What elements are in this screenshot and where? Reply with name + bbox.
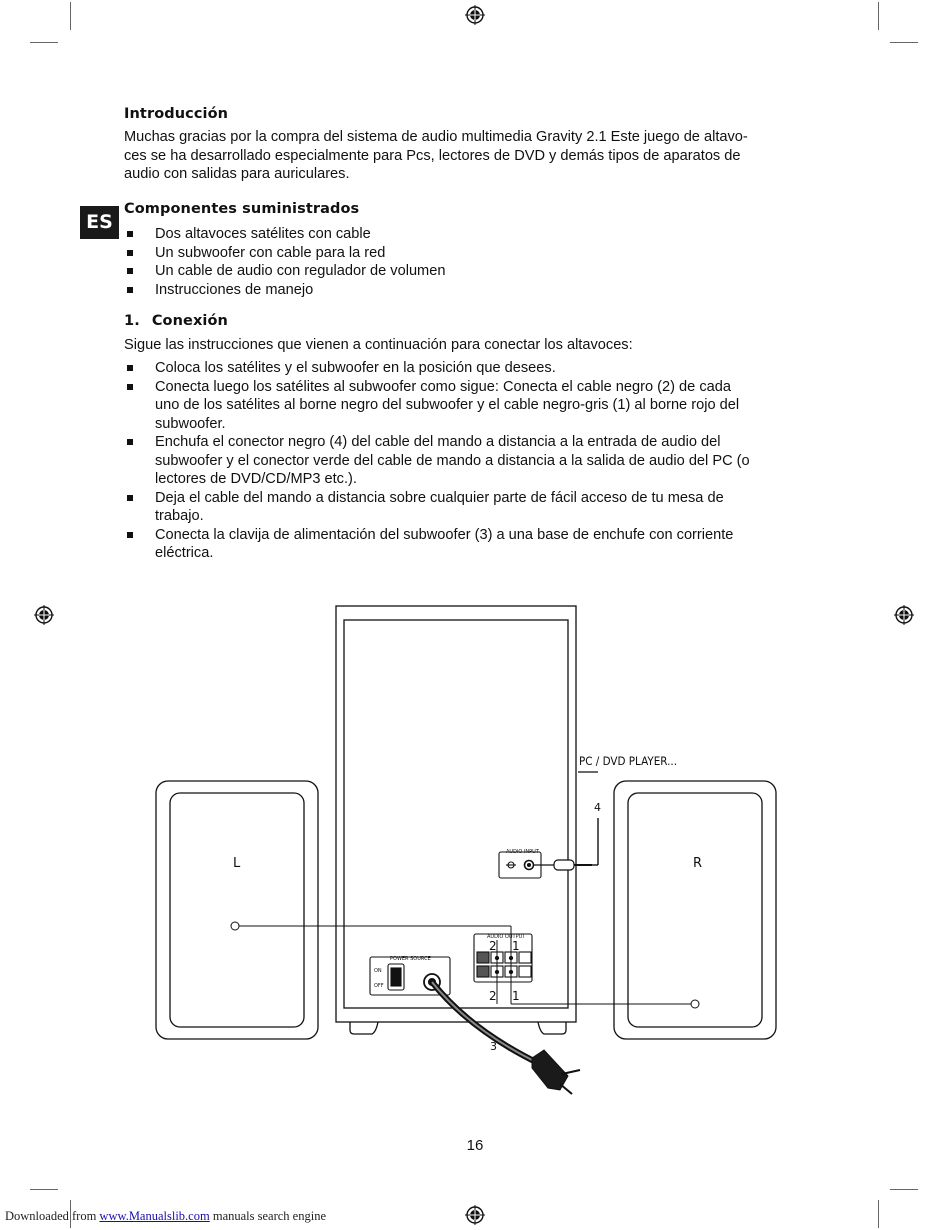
power-source-label: POWER SOURCE [390,956,431,962]
callout-1-bottom: 1 [512,989,520,1003]
callout-2-top: 2 [489,939,497,953]
list-item: Un cable de audio con regulador de volumen [124,262,804,281]
intro-heading: Introducción [124,106,229,122]
footer-suffix: manuals search engine [212,1209,326,1223]
list-item-line: eléctrica. [155,545,214,561]
source-device-label: PC / DVD PLAYER... [579,754,677,768]
left-speaker-outer [156,781,318,1039]
list-item: Dos altavoces satélites con cable [124,225,804,244]
switch-on-label: ON [374,968,382,974]
intro-line: ces se ha desarrollado especialmente para Pcs, lectores de DVD y demás tipos de aparatos de [124,147,741,164]
manualslib-link[interactable]: www.Manualslib.com [99,1209,210,1223]
callout-2-bottom: 2 [489,989,497,1003]
components-heading: Componentes suministrados [124,201,360,217]
list-item-line: subwoofer. [155,415,226,432]
intro-line: Muchas gracias por la compra del sistema de audio multimedia Gravity 2.1 Este juego de altavo- [124,129,748,145]
left-speaker-terminal-icon [231,922,239,930]
subwoofer-outer [336,606,576,1022]
callout-4: 4 [594,801,601,814]
list-item-line: Conecta luego los satélites al subwoofer como sigue: Conecta el cable negro (2) de cada [155,378,731,395]
section-number: 1. [124,313,140,329]
subwoofer-foot [538,1022,566,1034]
list-item: Un subwoofer con cable para la red [124,244,804,263]
callout-1-top: 1 [512,939,520,953]
footer-prefix: Downloaded from [5,1209,97,1223]
list-item-line: Deja el cable del mando a distancia sobre cualquier parte de fácil acceso de tu mesa de [155,489,724,506]
right-speaker-label: R [693,856,703,871]
subwoofer-foot [350,1022,378,1034]
switch-off-label: OFF [374,983,384,989]
language-tab: ES [80,206,119,239]
list-item-line: Conecta la clavija de alimentación del subwoofer (3) a una base de enchufe con corriente [155,526,734,543]
right-speaker-terminal-icon [691,1000,699,1008]
page-number: 16 [466,1137,484,1154]
audio-output-label: AUDIO OUTPUT [487,934,526,940]
connection-intro: Sigue las instrucciones que vienen a continuación para conectar los altavoces: [124,337,633,353]
callout-3: 3 [490,1040,497,1053]
audio-input-label: AUDIO INPUT [506,849,539,855]
list-item-line: uno de los satélites al borne negro del subwoofer y el cable negro-gris (1) al borne rojo del [155,397,740,413]
list-item-line: Enchufa el conector negro (4) del cable del mando a distancia a la entrada de audio del [155,434,721,450]
intro-line: audio con salidas para auriculares. [124,166,350,182]
list-item-line: Coloca los satélites y el subwoofer en la posición que desees. [155,360,556,376]
download-footer [5,1209,326,1224]
list-item-line: subwoofer y el conector verde del cable de mando a distancia a la salida de audio del PC (o [155,452,750,469]
list-item-line: lectores de DVD/CD/MP3 etc.). [155,471,357,487]
list-item-line: trabajo. [155,508,204,524]
list-item: Instrucciones de manejo [124,281,804,300]
left-speaker-label: L [233,856,241,871]
section-title: Conexión [151,313,228,329]
power-plug-icon [532,1050,580,1094]
